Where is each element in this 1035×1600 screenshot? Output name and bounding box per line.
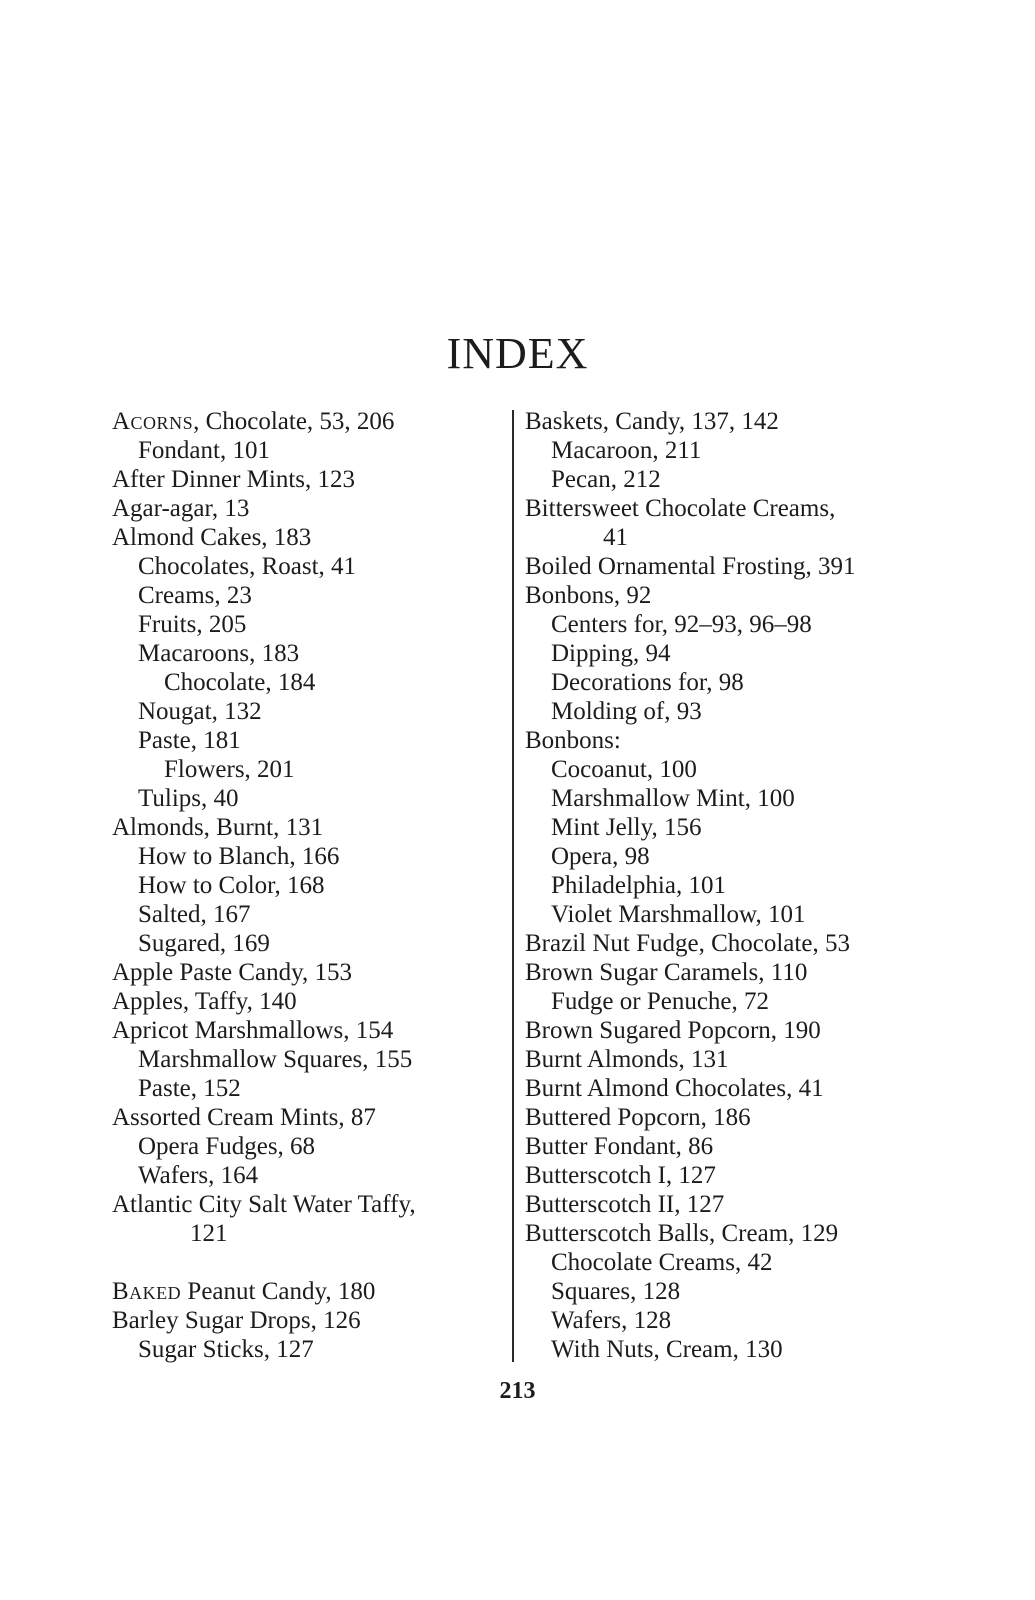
entry-text: , Chocolate, 53, 206 [193, 408, 395, 435]
index-entry: Chocolate Creams, 42 [551, 1249, 773, 1276]
index-entry: Buttered Popcorn, 186 [525, 1104, 751, 1131]
entry-text: Peanut Candy, 180 [181, 1278, 376, 1305]
index-entry: Baskets, Candy, 137, 142 [525, 408, 779, 435]
index-entry: Apple Paste Candy, 153 [112, 959, 353, 986]
index-entry: Bonbons, 92 [525, 582, 652, 609]
index-entry: Brown Sugared Popcorn, 190 [525, 1017, 821, 1044]
index-entry: Sugared, 169 [138, 930, 270, 957]
index-entry: Creams, 23 [138, 582, 252, 609]
index-entry: Assorted Cream Mints, 87 [112, 1104, 376, 1131]
index-entry: Atlantic City Salt Water Taffy, [112, 1191, 416, 1218]
index-entry: Squares, 128 [551, 1278, 681, 1305]
index-entry: Almonds, Burnt, 131 [112, 814, 324, 841]
index-entry: Opera Fudges, 68 [138, 1133, 316, 1160]
index-entry: Apricot Marshmallows, 154 [112, 1017, 394, 1044]
index-entry: Flowers, 201 [164, 756, 295, 783]
index-entry: Macaroons, 183 [138, 640, 300, 667]
index-entry: Bonbons: [525, 727, 621, 754]
index-entry: Burnt Almond Chocolates, 41 [525, 1075, 824, 1102]
index-entry: Decorations for, 98 [551, 669, 744, 696]
index-entry: Sugar Sticks, 127 [138, 1336, 314, 1363]
index-entry: Salted, 167 [138, 901, 251, 928]
index-entry: Almond Cakes, 183 [112, 524, 312, 551]
index-entry: 41 [603, 524, 628, 551]
index-entry: Wafers, 128 [551, 1307, 672, 1334]
index-entry [112, 1277, 507, 1306]
page-number: 213 [499, 1378, 536, 1404]
index-entry: Brown Sugar Caramels, 110 [525, 959, 808, 986]
entry-lead: Acorns [112, 408, 194, 435]
index-entry: Mint Jelly, 156 [551, 814, 702, 841]
index-entry: Nougat, 132 [138, 698, 262, 725]
index-entry: Marshmallow Mint, 100 [551, 785, 795, 812]
index-entry: Butterscotch II, 127 [525, 1191, 725, 1218]
index-entry: Fruits, 205 [138, 611, 247, 638]
index-column-left [112, 407, 507, 1364]
index-entry: After Dinner Mints, 123 [112, 466, 356, 493]
column-divider [512, 410, 514, 1362]
index-entry: Butterscotch Balls, Cream, 129 [525, 1220, 839, 1247]
index-entry: Philadelphia, 101 [551, 872, 726, 899]
index-entry: Marshmallow Squares, 155 [138, 1046, 413, 1073]
index-entry: Pecan, 212 [551, 466, 661, 493]
index-entry: Chocolates, Roast, 41 [138, 553, 357, 580]
index-entry: Bittersweet Chocolate Creams, [525, 495, 836, 522]
index-entry: Molding of, 93 [551, 698, 702, 725]
page-title: INDEX [446, 329, 589, 378]
index-entry: With Nuts, Cream, 130 [551, 1336, 783, 1363]
index-entry: How to Blanch, 166 [138, 843, 340, 870]
index-entry: Burnt Almonds, 131 [525, 1046, 729, 1073]
index-entry: Apples, Taffy, 140 [112, 988, 297, 1015]
index-entry: How to Color, 168 [138, 872, 325, 899]
index-entry: Paste, 181 [138, 727, 241, 754]
index-entry: Fudge or Penuche, 72 [551, 988, 770, 1015]
index-entry: Agar-agar, 13 [112, 495, 250, 522]
index-entry: Tulips, 40 [138, 785, 239, 812]
index-entry: Centers for, 92–93, 96–98 [551, 611, 812, 638]
index-entry: Brazil Nut Fudge, Chocolate, 53 [525, 930, 850, 957]
index-entry: Violet Marshmallow, 101 [551, 901, 806, 928]
index-entry: Dipping, 94 [551, 640, 671, 667]
index-entry: Wafers, 164 [138, 1162, 259, 1189]
index-entry: Cocoanut, 100 [551, 756, 697, 783]
index-entry: Butter Fondant, 86 [525, 1133, 714, 1160]
entry-lead: Baked [112, 1278, 182, 1305]
index-entry: Chocolate, 184 [164, 669, 316, 696]
index-entry: Butterscotch I, 127 [525, 1162, 716, 1189]
index-entry: 121 [190, 1220, 228, 1247]
index-entry: Fondant, 101 [138, 437, 270, 464]
index-entry: Macaroon, 211 [551, 437, 702, 464]
index-entry [112, 407, 507, 436]
index-column-right [525, 407, 925, 1364]
index-entry: Paste, 152 [138, 1075, 241, 1102]
index-entry: Opera, 98 [551, 843, 650, 870]
index-entry: Barley Sugar Drops, 126 [112, 1307, 361, 1334]
index-entry: Boiled Ornamental Frosting, 391 [525, 553, 856, 580]
